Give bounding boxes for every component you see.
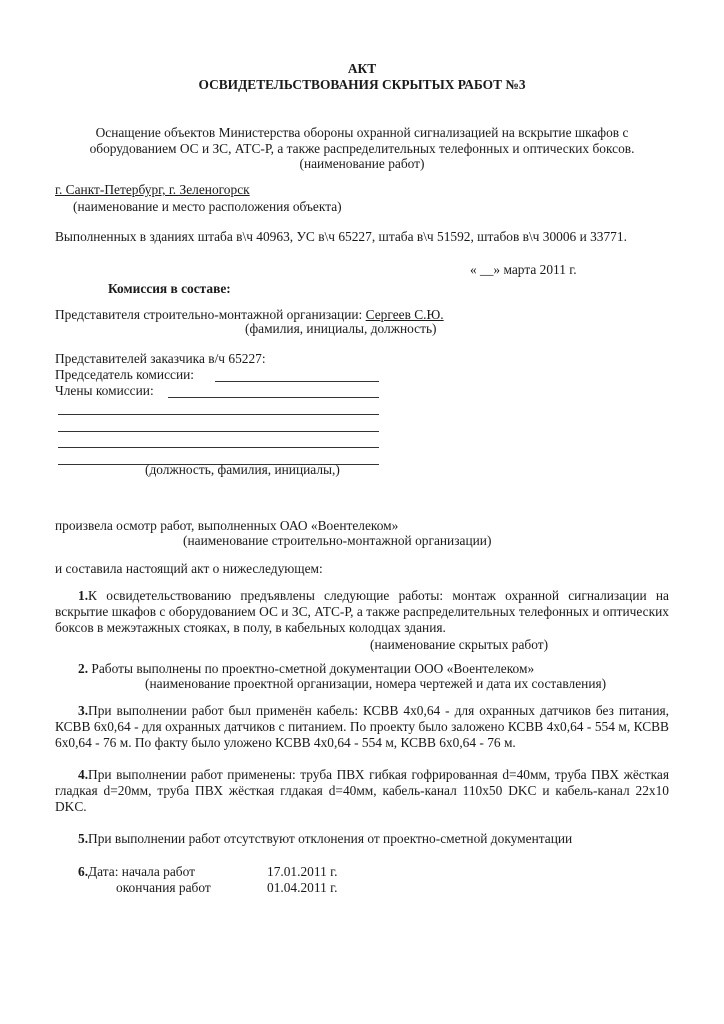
buildings-line: Выполненных в зданиях штаба в\ч 40963, УС в\ч 65227, штаба в\ч 51592, штабов в\ч 30006 и 33771. [55,229,627,244]
location-value: г. Санкт-Петербург, г. Зеленогорск [55,182,250,197]
compiled-line: и составила настоящий акт о нижеследующем: [55,561,323,576]
builder-label: Представителя строительно-монтажной организации: [55,307,363,322]
item-6-start-date: 17.01.2011 г. [267,864,338,879]
item-1 [55,588,669,636]
item-1-text: К освидетельствованию предъявлены следующие работы: монтаж охранной сигнализации на вскрытие шкафов с оборудованием ОС и ЗС, АТС-Р, а также распределительных телефонных и оптических боксов в межэтажных стояках, в полу, в кабельных колодцах здания. [55,588,669,635]
item-6-label: Дата: начала работ [88,864,195,879]
item-6-start [78,864,195,880]
builder-caption: (фамилия, инициалы, должность) [245,321,437,336]
item-4 [55,767,669,815]
location-caption: (наименование и место расположения объекта) [73,199,342,214]
item-1-number: 1. [78,588,89,603]
item-3 [55,703,669,751]
builder-name: Сергеев С.Ю. [365,307,444,322]
item-6-end-date: 01.04.2011 г. [267,880,338,895]
item-1-caption: (наименование скрытых работ) [370,637,549,652]
member-line-2 [58,414,379,415]
works-line-1: Оснащение объектов Министерства обороны охранной сигнализацией на вскрытие шкафов с [95,125,629,140]
item-5-number: 5. [78,831,89,846]
document-title: АКТ [347,61,377,76]
item-2-caption: (наименование проектной организации, номера чертежей и дата их составления) [145,676,607,691]
item-6-end-label: окончания работ [116,880,211,895]
item-4-text: При выполнении работ применены: труба ПВХ гибкая гофрированная d=40мм, труба ПВХ жёсткая гладкая d=20мм, труба ПВХ жёсткая глдакая d=40мм, кабель-канал 110х50 DKC и кабель-канал 22х10 DKC. [55,767,669,814]
inspection-caption: (наименование строительно-монтажной организации) [183,533,492,548]
item-4-number: 4. [78,767,89,782]
item-2-text: Работы выполнены по проектно-сметной документации ООО «Воентелеком» [91,661,535,676]
works-caption: (наименование работ) [299,156,425,171]
item-6-number: 6. [78,864,89,879]
item-3-number: 3. [78,703,89,718]
member-line-4 [58,447,379,448]
item-2 [78,661,534,677]
document-subtitle: ОСВИДЕТЕЛЬСТВОВАНИЯ СКРЫТЫХ РАБОТ №3 [198,77,526,92]
commission-heading: Комиссия в составе: [108,281,231,296]
item-2-number: 2. [78,661,89,676]
item-3-text: При выполнении работ был применён кабель: КСВВ 4х0,64 - для охранных датчиков без питания, КСВВ 6х0,64 - для охранных датчиков с питанием. По проекту было заложено КСВВ 4х0,64 - 554 м, КСВВ 6х0,64 - 76 м. По факту было уложено КСВВ 4х0,64 - 554 м, КСВВ 6х0,64 - 76 м. [55,703,669,750]
customer-label: Представителей заказчика в/ч 65227: [55,351,266,366]
act-date: « __» марта 2011 г. [470,262,577,277]
item-5-text: При выполнении работ отсутствуют отклонения от проектно-сметной документации [88,831,573,846]
members-caption: (должность, фамилия, инициалы,) [145,462,340,477]
item-5 [78,831,572,847]
inspection-line: произвела осмотр работ, выполненных ОАО «Воентелеком» [55,518,399,533]
works-line-2: оборудованием ОС и ЗС, АТС-Р, а также распределительных телефонных и оптических боксов. [89,141,635,156]
chairman-label: Председатель комиссии: [55,367,195,382]
member-line-1 [168,397,379,398]
chairman-signature-line [215,381,379,382]
members-label: Члены комиссии: [55,383,154,398]
member-line-3 [58,431,379,432]
